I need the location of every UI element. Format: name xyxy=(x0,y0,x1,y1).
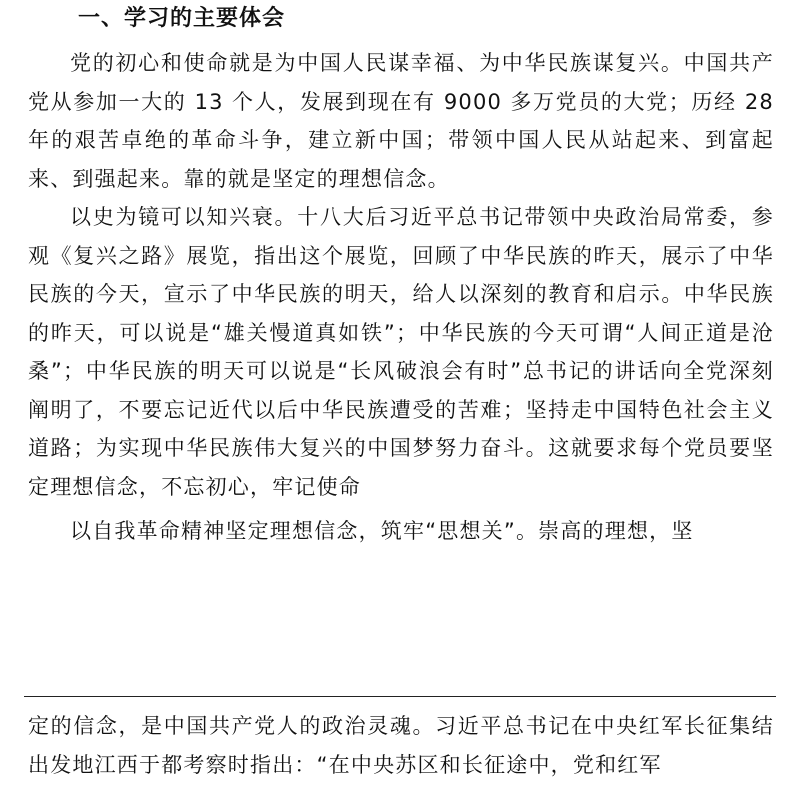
next-page-body xyxy=(28,707,774,784)
section-body xyxy=(28,44,774,551)
next-page-paragraph: 定的信念，是中国共产党人的政治灵魂。习近平总书记在中央红军长征集结出发地江西于都考察时指出：“在中央苏区和长征途中，党和红军 xyxy=(28,714,774,777)
section-heading: 一、学习的主要体会 xyxy=(78,6,286,31)
page-divider xyxy=(24,696,776,697)
paragraph-1: 党的初心和使命就是为中国人民谋幸福、为中华民族谋复兴。中国共产党从参加一大的 13 个人，发展到现在有 9000 多万党员的大党；历经 28 年的艰苦卓绝的革命斗争，建立新中国；带领中国人民从站起来、到富起来、到强起来。靠的就是坚定的理想信念。 xyxy=(28,51,774,191)
paragraph-2: 以史为镜可以知兴衰。十八大后习近平总书记带领中央政治局常委，参观《复兴之路》展览，指出这个展览，回顾了中华民族的昨天，展示了中华民族的今天，宣示了中华民族的明天，给人以深刻的教育和启示。中华民族的昨天，可以说是“雄关慢道真如铁”；中华民族的今天可谓“人间正道是沧桑”；中华民族的明天可以说是“长风破浪会有时”总书记的讲话向全党深刻阐明了，不要忘记近代以后中华民族遭受的苦难；坚持走中国特色社会主义道路；为实现中华民族伟大复兴的中国梦努力奋斗。这就要求每个党员要坚定理想信念，不忘初心，牢记使命 xyxy=(28,205,774,499)
paragraph-3: 以自我革命精神坚定理想信念，筑牢“思想关”。崇高的理想，坚 xyxy=(70,519,694,543)
